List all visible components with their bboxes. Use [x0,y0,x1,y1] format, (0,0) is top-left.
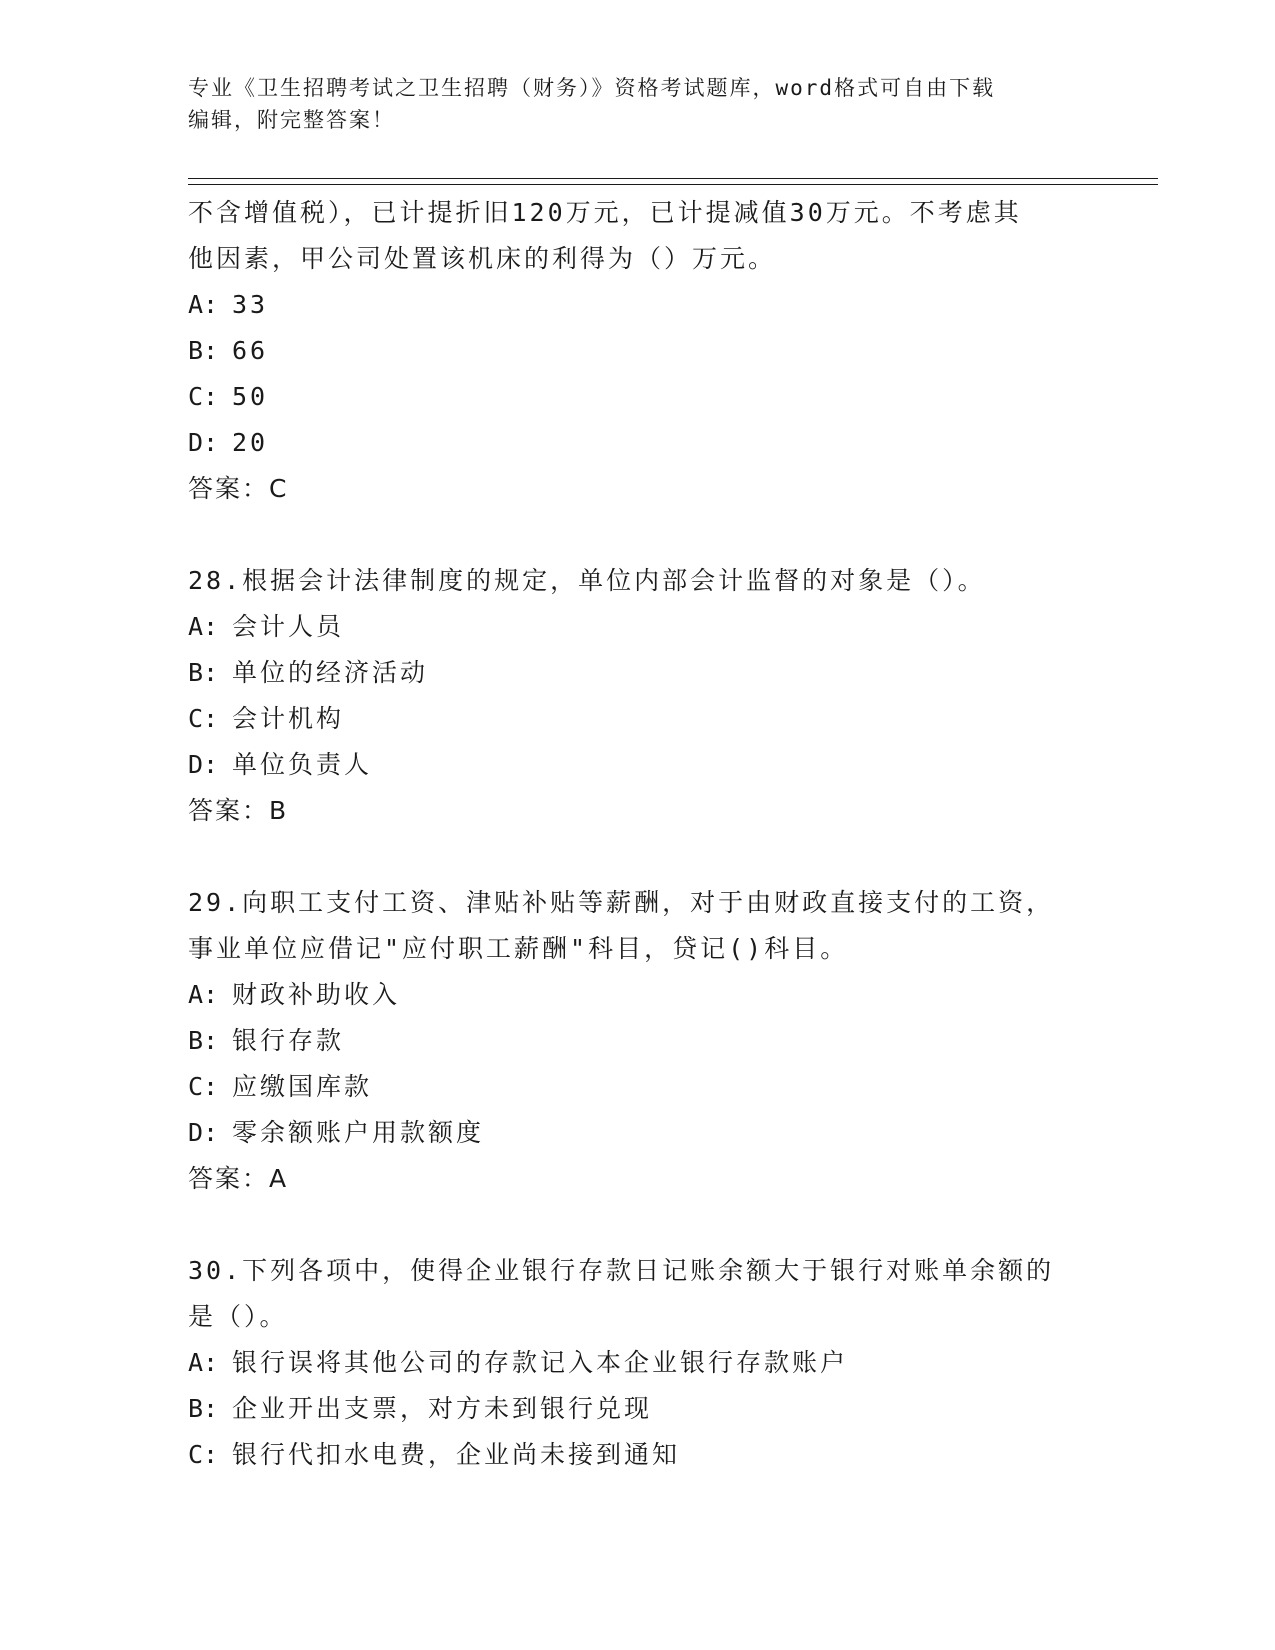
question-text: 28.根据会计法律制度的规定，单位内部会计监督的对象是（）。 [188,566,986,595]
option-letter: C: [188,382,219,411]
answer: 答案：A [188,1164,289,1193]
question-30 [188,1248,1088,1478]
question-text: 他因素，甲公司处置该机床的利得为（）万元。 [188,244,777,273]
option-text: 单位负责人 [232,750,373,779]
option-text: 单位的经济活动 [232,658,429,687]
option-c [188,1064,1088,1110]
option-text: 20 [232,428,269,457]
option-letter: A: [188,290,219,319]
question-text: 事业单位应借记"应付职工薪酬"科目，贷记()科目。 [188,934,849,963]
option-letter: C: [188,1072,219,1101]
option-letter: A: [188,1348,219,1377]
option-text: 会计人员 [232,612,345,641]
option-letter: D: [188,1118,219,1147]
option-c [188,374,1088,420]
question-text: 29.向职工支付工资、津贴补贴等薪酬，对于由财政直接支付的工资， [188,888,1055,917]
option-text: 33 [232,290,269,319]
option-text: 企业开出支票，对方未到银行兑现 [232,1394,653,1423]
option-text: 66 [232,336,269,365]
option-c [188,696,1088,742]
question-27 [188,190,1088,512]
option-letter: A: [188,980,219,1009]
option-b [188,1018,1088,1064]
answer: 答案：B [188,796,289,825]
option-d [188,420,1088,466]
option-a [188,282,1088,328]
option-text: 50 [232,382,269,411]
question-text: 是（）。 [188,1302,288,1331]
option-text: 应缴国库款 [232,1072,373,1101]
option-letter: D: [188,428,219,457]
option-c [188,1432,1088,1478]
answer: 答案：C [188,474,289,503]
option-text: 银行存款 [232,1026,345,1055]
option-text: 财政补助收入 [232,980,401,1009]
option-b [188,650,1088,696]
option-d [188,1110,1088,1156]
option-a [188,604,1088,650]
question-28 [188,558,1088,834]
option-d [188,742,1088,788]
header-divider-top [188,178,1158,179]
question-spacer [188,1202,1088,1248]
option-text: 银行代扣水电费，企业尚未接到通知 [232,1440,681,1469]
question-29 [188,880,1088,1202]
option-text: 会计机构 [232,704,345,733]
header-line-1: 专业《卫生招聘考试之卫生招聘（财务）》资格考试题库，word格式可自由下载 [188,76,996,100]
option-letter: D: [188,750,219,779]
option-a [188,972,1088,1018]
option-letter: C: [188,704,219,733]
question-list [188,190,1088,1478]
option-letter: B: [188,1026,219,1055]
option-letter: B: [188,658,219,687]
option-letter: B: [188,1394,219,1423]
option-letter: C: [188,1440,219,1469]
option-text: 零余额账户用款额度 [232,1118,485,1147]
question-text: 不含增值税），已计提折旧120万元，已计提减值30万元。不考虑其 [188,198,1022,227]
document-header [188,72,1088,136]
header-divider-bottom [188,184,1158,185]
question-spacer [188,512,1088,558]
header-line-2: 编辑，附完整答案！ [188,108,395,132]
option-b [188,328,1088,374]
option-text: 银行误将其他公司的存款记入本企业银行存款账户 [232,1348,849,1377]
option-a [188,1340,1088,1386]
question-text: 30.下列各项中，使得企业银行存款日记账余额大于银行对账单余额的 [188,1256,1055,1285]
option-b [188,1386,1088,1432]
question-spacer [188,834,1088,880]
option-letter: A: [188,612,219,641]
option-letter: B: [188,336,219,365]
